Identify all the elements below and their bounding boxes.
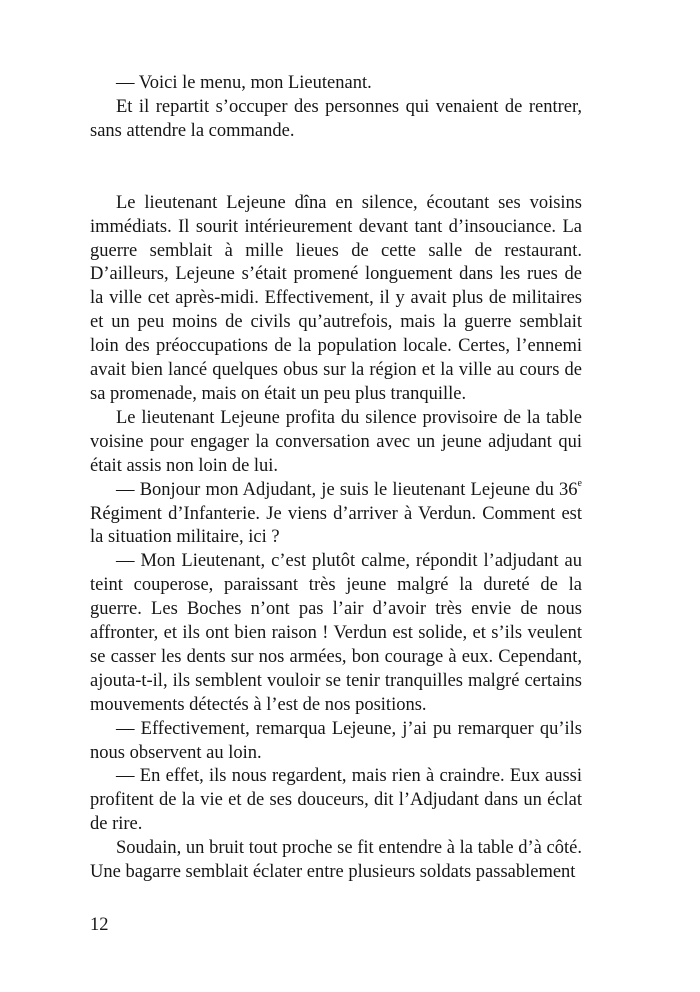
page-body <box>90 72 582 885</box>
paragraph-fight-begins: Soudain, un bruit tout proche se fit entendre à la table d’à côté. Une bagarre semblait éclater entre plusieurs soldats passablement <box>90 838 582 883</box>
regiment-text-before: — Bonjour mon Adjudant, je suis le lieutenant Lejeune du <box>116 479 560 500</box>
paragraph-lejeune-remark: — Effectivement, remarqua Lejeune, j’ai pu remarquer qu’ils nous observent au loin. <box>90 718 582 763</box>
regiment-text-after: Régiment d’Infanterie. Je viens d’arriver à Verdun. Comment est la situation militaire, ici ? <box>90 503 582 548</box>
paragraph-waiter-leaves: Et il repartit s’occuper des personnes qui venaient de rentrer, sans attendre la commande. <box>90 96 582 141</box>
regiment-number: 36 <box>559 479 578 500</box>
page-number: 12 <box>90 915 109 935</box>
paragraph-adjudant-laugh: — En effet, ils nous regardent, mais rien à craindre. Eux aussi profitent de la vie et de ses douceurs, dit l’Adjudant dans un éclat de rire. <box>90 766 582 835</box>
section-break <box>90 144 582 192</box>
paragraph-menu-line: — Voici le menu, mon Lieutenant. <box>116 73 372 93</box>
regiment-superscript: e <box>577 478 582 490</box>
paragraph-conversation-start: Le lieutenant Lejeune profita du silence provisoire de la table voisine pour engager la conversation avec un jeune adjudant qui était assis non loin de lui. <box>90 407 582 476</box>
paragraph-adjudant-reply: — Mon Lieutenant, c’est plutôt calme, répondit l’adjudant au teint couperose, paraissant très jeune malgré la dureté de la guerre. Les Boches n’ont pas l’air d’avoir très envie de nous affronter, et ils ont bien raison ! Verdun est solide, et s’ils veulent se casser les dents sur nos armées, bon courage à eux. Cependant, ajouta-t-il, ils semblent vouloir se tenir tranquilles malgré certains mouvements détectés à l’est de nos positions. <box>90 551 582 715</box>
paragraph-regiment-greeting <box>90 479 582 551</box>
paragraph-dinner-silence: Le lieutenant Lejeune dîna en silence, écoutant ses voisins immédiats. Il sourit intérieurement devant tant d’insouciance. La guerre semblait à mille lieues de cette salle de restaurant. D’ailleurs, Lejeune s’était promené longuement dans les rues de la ville cet après-midi. Effectivement, il y avait plus de militaires et un peu moins de civils qu’autrefois, mais la guerre semblait loin des préoccupations de la population locale. Certes, l’ennemi avait bien lancé quelques obus sur la région et la ville au cours de sa promenade, mais on était un peu plus tranquille. <box>90 192 582 404</box>
